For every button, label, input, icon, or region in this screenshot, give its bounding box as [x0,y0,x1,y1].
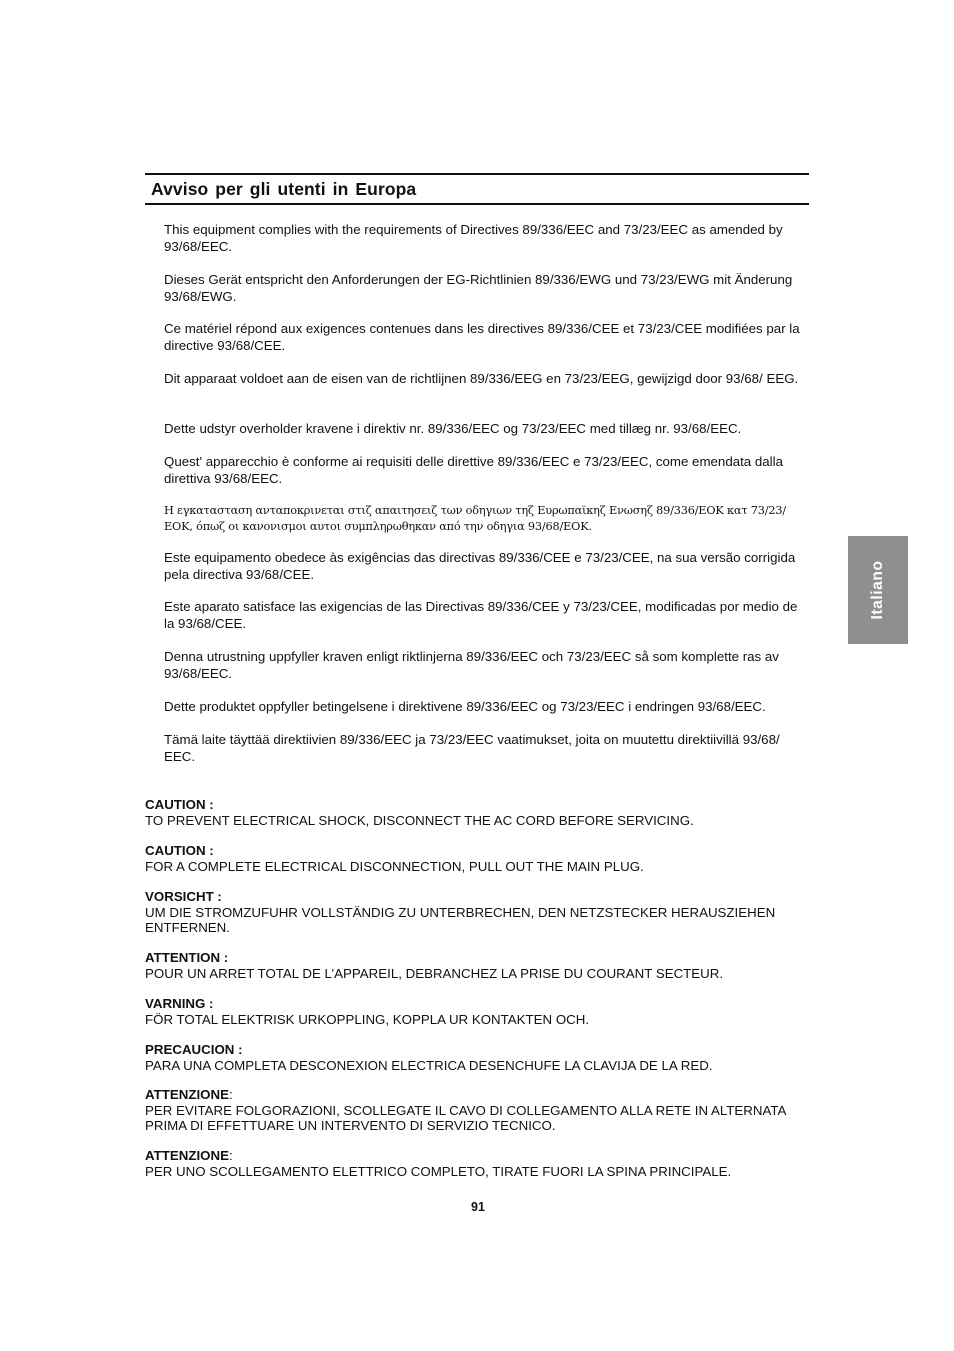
caution-label: ATTENTION : [145,950,229,965]
compliance-statement-de: Dieses Gerät entspricht den Anforderungen der EG-Richtlinien 89/336/EWG und 73/23/EWG mit Änderung 93/68/EWG. [164,272,793,304]
caution-text: FÖR TOTAL ELEKTRISK URKOPPLING, KOPPLA UR KONTAKTEN OCH. [145,1011,590,1027]
compliance-statement-pt: Este equipamento obedece às exigências das directivas 89/336/CEE e 73/23/CEE, na sua versão corrigida pela directiva 93/68/CEE. [164,550,796,582]
compliance-statement-it: Quest' apparecchio è conforme ai requisiti delle direttive 89/336/EEC e 73/23/EEC, come emendata dalla direttiva 93/68/EEC. [164,454,783,486]
caution-label: VARNING : [145,996,214,1011]
section-header [145,173,809,205]
caution-colon: : [228,1087,233,1102]
caution-notice [145,1148,815,1179]
caution-label: CAUTION : [145,843,214,858]
caution-notice [145,797,815,828]
caution-text: TO PREVENT ELECTRICAL SHOCK, DISCONNECT THE AC CORD BEFORE SERVICING. [145,812,694,828]
compliance-statement-fr: Ce matériel répond aux exigences contenues dans les directives 89/336/CEE et 73/23/CEE modifiées par la directive 93/68/CEE. [164,321,800,353]
caution-notice [145,843,815,874]
caution-label: PRECAUCION : [145,1042,243,1057]
caution-label: VORSICHT : [145,889,222,904]
compliance-statement-nl: Dit apparaat voldoet aan de eisen van de richtlijnen 89/336/EEG en 73/23/EEG, gewijzigd door 93/68/ EEG. [164,371,799,386]
compliance-statement-el: Η εγκατασταση ανταποκρινεται στιζ απαιτησειζ των οδηγιων τηζ Ευρωπαϊκηζ Ενωσηζ 89/336/ΕΟΚ κατ 73/23/ΕΟΚ, όπωζ οι κανονισμοι αυτοι συμπληρωθηκαν από την οδηγια 93/68/ΕΟΚ. [164,504,786,533]
caution-text: UM DIE STROMZUFUHR VOLLSTÄNDIG ZU UNTERBRECHEN, DEN NETZSTECKER HERAUSZIEHEN ENTFERNEN. [145,904,776,935]
caution-text: PARA UNA COMPLETA DESCONEXION ELECTRICA DESENCHUFE LA CLAVIJA DE LA RED. [145,1057,713,1073]
caution-notice [145,1087,815,1134]
compliance-statement-no: Dette produktet oppfyller betingelsene i direktivene 89/336/EEC og 73/23/EEC i endringen 93/68/EEC. [164,699,766,714]
caution-notice [145,996,815,1027]
caution-label: ATTENZIONE [145,1087,229,1102]
caution-colon: : [228,1148,233,1163]
compliance-statement-da: Dette udstyr overholder kravene i direktiv nr. 89/336/EEC og 73/23/EEC med tillæg nr. 93/68/EEC. [164,421,742,436]
caution-text: PER UNO SCOLLEGAMENTO ELETTRICO COMPLETO, TIRATE FUORI LA SPINA PRINCIPALE. [145,1163,732,1179]
language-tab [848,536,908,644]
section-title: Avviso per gli utenti in Europa [151,179,417,199]
compliance-statement-en: This equipment complies with the requirements of Directives 89/336/EEC and 73/23/EEC as amended by 93/68/EEC. [164,222,783,254]
language-tab-label: Italiano [869,560,886,620]
caution-label: CAUTION : [145,797,214,812]
caution-text: PER EVITARE FOLGORAZIONI, SCOLLEGATE IL CAVO DI COLLEGAMENTO ALLA RETE IN ALTERNATA PRIMA DI EFFETTUARE UN INTERVENTO DI SERVIZIO TECNICO. [145,1102,786,1133]
caution-label: ATTENZIONE [145,1148,229,1163]
caution-text: FOR A COMPLETE ELECTRICAL DISCONNECTION, PULL OUT THE MAIN PLUG. [145,858,644,874]
compliance-statement-sv: Denna utrustning uppfyller kraven enligt riktlinjerna 89/336/EEC och 73/23/EEC så som komplette ras av 93/68/EEC. [164,649,779,681]
compliance-statement-fi: Tämä laite täyttää direktiivien 89/336/EEC ja 73/23/EEC vaatimukset, joita on muutettu direktiivillä 93/68/ EEC. [164,732,780,764]
caution-notice [145,889,815,936]
page-number: 91 [471,1200,485,1214]
caution-text: POUR UN ARRET TOTAL DE L’APPAREIL, DEBRANCHEZ LA PRISE DU COURANT SECTEUR. [145,965,724,981]
caution-notice [145,1042,815,1073]
caution-notice [145,950,815,981]
compliance-statement-es: Este aparato satisface las exigencias de las Directivas 89/336/CEE y 73/23/CEE, modificadas por medio de la 93/68/CEE. [164,599,798,631]
